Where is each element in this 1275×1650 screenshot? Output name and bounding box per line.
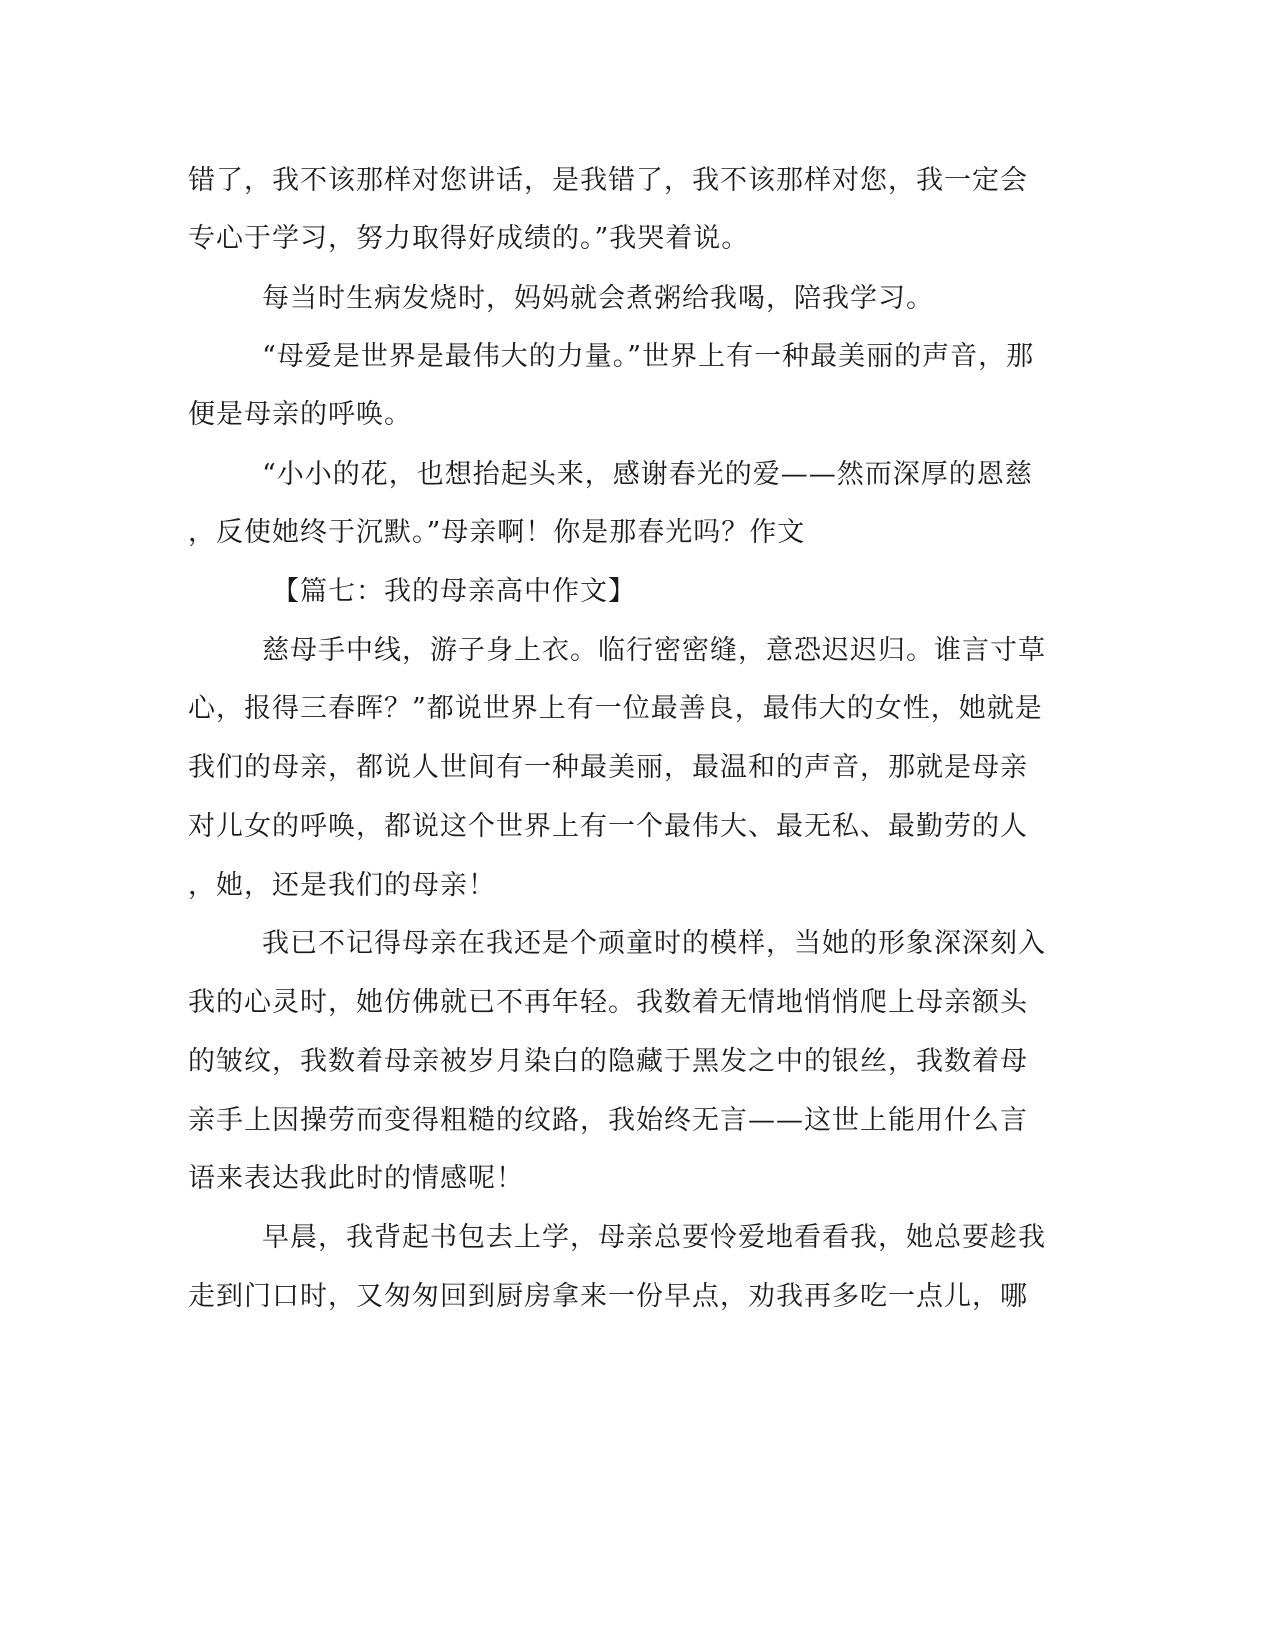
text-line: 亲手上因操劳而变得粗糙的纹路，我始终无言——这世上能用什么言 xyxy=(188,1105,1028,1136)
text-line: 便是母亲的呼唤。 xyxy=(188,399,412,430)
text-line: 我的心灵时，她仿佛就已不再年轻。我数着无情地悄悄爬上母亲额头 xyxy=(188,987,1028,1018)
section-heading: 【篇七：我的母亲高中作文】 xyxy=(272,576,636,607)
text-line: ，反使她终于沉默。”母亲啊！你是那春光吗？作文 xyxy=(188,517,806,548)
text-line: 错了，我不该那样对您讲话，是我错了，我不该那样对您，我一定会 xyxy=(188,165,1028,196)
text-line: ，她，还是我们的母亲！ xyxy=(188,870,496,901)
paragraph-start: 慈母手中线，游子身上衣。临行密密缝，意恐迟迟归。谁言寸草 xyxy=(262,635,1046,666)
text-line: 语来表达我此时的情感呢！ xyxy=(188,1163,524,1194)
paragraph-start: “小小的花，也想抬起头来，感谢春光的爱——然而深厚的恩慈 xyxy=(262,459,1033,490)
paragraph-start: 早晨，我背起书包去上学，母亲总要怜爱地看看我，她总要趁我 xyxy=(262,1222,1046,1253)
text-line: 专心于学习，努力取得好成绩的。”我哭着说。 xyxy=(188,223,750,254)
text-line: 的皱纹，我数着母亲被岁月染白的隐藏于黑发之中的银丝，我数着母 xyxy=(188,1046,1028,1077)
paragraph-start: 每当时生病发烧时，妈妈就会煮粥给我喝，陪我学习。 xyxy=(262,283,934,314)
text-line: 走到门口时，又匆匆回到厨房拿来一份早点，劝我再多吃一点儿，哪 xyxy=(188,1281,1028,1312)
paragraph-start: “母爱是世界是最伟大的力量。”世界上有一种最美丽的声音，那 xyxy=(262,341,1035,372)
text-line: 我们的母亲，都说人世间有一种最美丽，最温和的声音，那就是母亲 xyxy=(188,752,1028,783)
text-line: 心，报得三春晖？”都说世界上有一位最善良，最伟大的女性，她就是 xyxy=(188,693,1043,724)
text-line: 对儿女的呼唤，都说这个世界上有一个最伟大、最无私、最勤劳的人 xyxy=(188,811,1028,842)
paragraph-start: 我已不记得母亲在我还是个顽童时的模样，当她的形象深深刻入 xyxy=(262,928,1046,959)
